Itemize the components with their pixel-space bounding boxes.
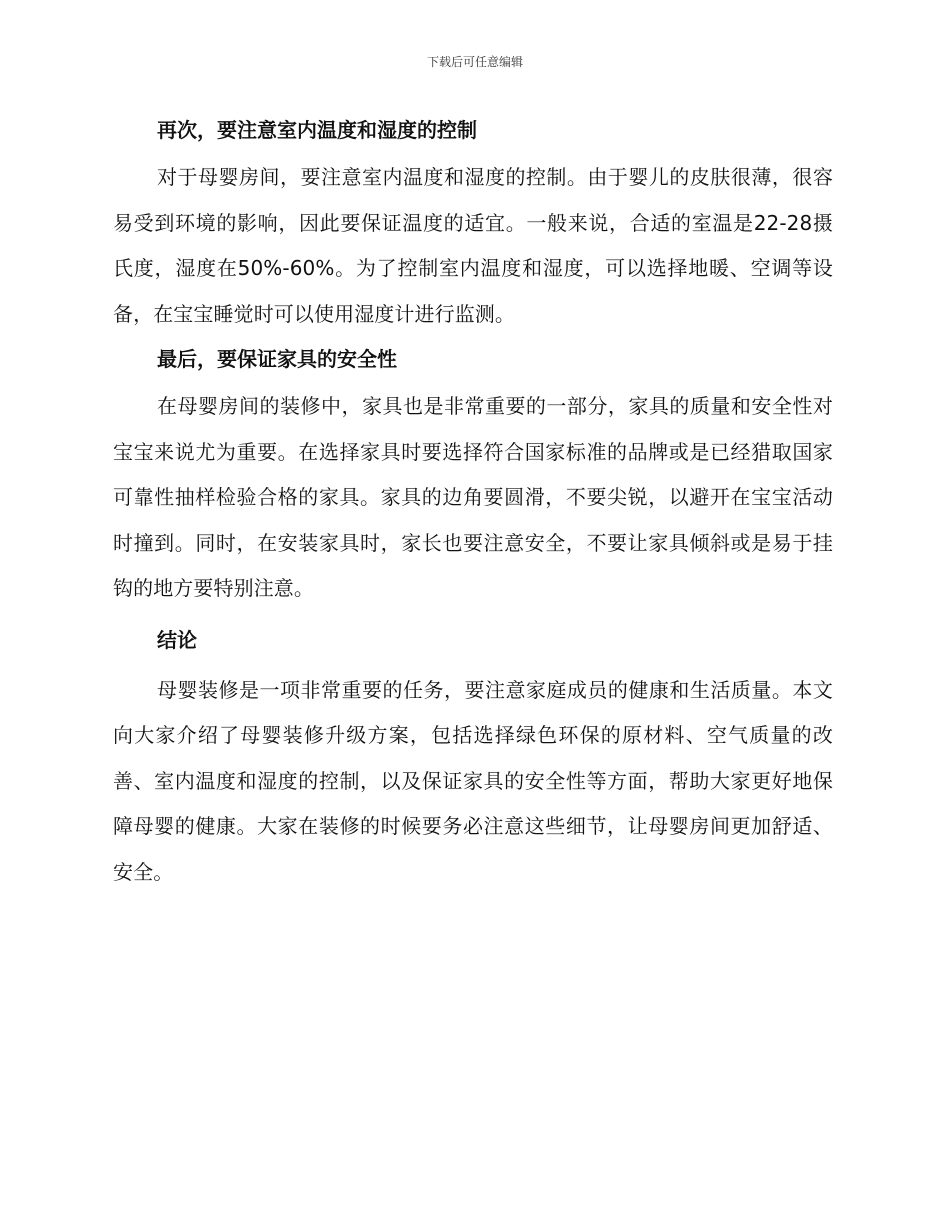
paragraph-temperature-humidity: 对于母婴房间，要注意室内温度和湿度的控制。由于婴儿的皮肤很薄，很容易受到环境的影响，因此要保证温度的适宜。一般来说，合适的室温是22-28摄氏度，湿度在50%-60%。为了控制室内温度和湿度，可以选择地暖、空调等设备，在宝宝睡觉时可以使用湿度计进行监测。 (113, 165, 833, 326)
page-header-note: 下载后可任意编辑 (426, 55, 523, 69)
paragraph-conclusion: 母婴装修是一项非常重要的任务，要注意家庭成员的健康和生活质量。本文向大家介绍了母婴装修升级方案，包括选择绿色环保的原材料、空气质量的改善、室内温度和湿度的控制，以及保证家具的安全性等方面，帮助大家更好地保障母婴的健康。大家在装修的时候要务必注意这些细节，让母婴房间更加舒适、安全。 (113, 677, 833, 884)
paragraph-furniture-safety: 在母婴房间的装修中，家具也是非常重要的一部分，家具的质量和安全性对宝宝来说尤为重要。在选择家具时要选择符合国家标准的品牌或是已经猎取国家可靠性抽样检验合格的家具。家具的边角要圆滑，不要尖锐，以避开在宝宝活动时撞到。同时，在安装家具时，家长也要注意安全，不要让家具倾斜或是易于挂钩的地方要特别注意。 (113, 394, 833, 600)
section-heading-temperature-humidity: 再次，要注意室内温度和湿度的控制 (157, 118, 477, 142)
section-heading-furniture-safety: 最后，要保证家具的安全性 (157, 347, 397, 371)
section-heading-conclusion: 结论 (157, 627, 197, 652)
document-body (113, 110, 833, 895)
